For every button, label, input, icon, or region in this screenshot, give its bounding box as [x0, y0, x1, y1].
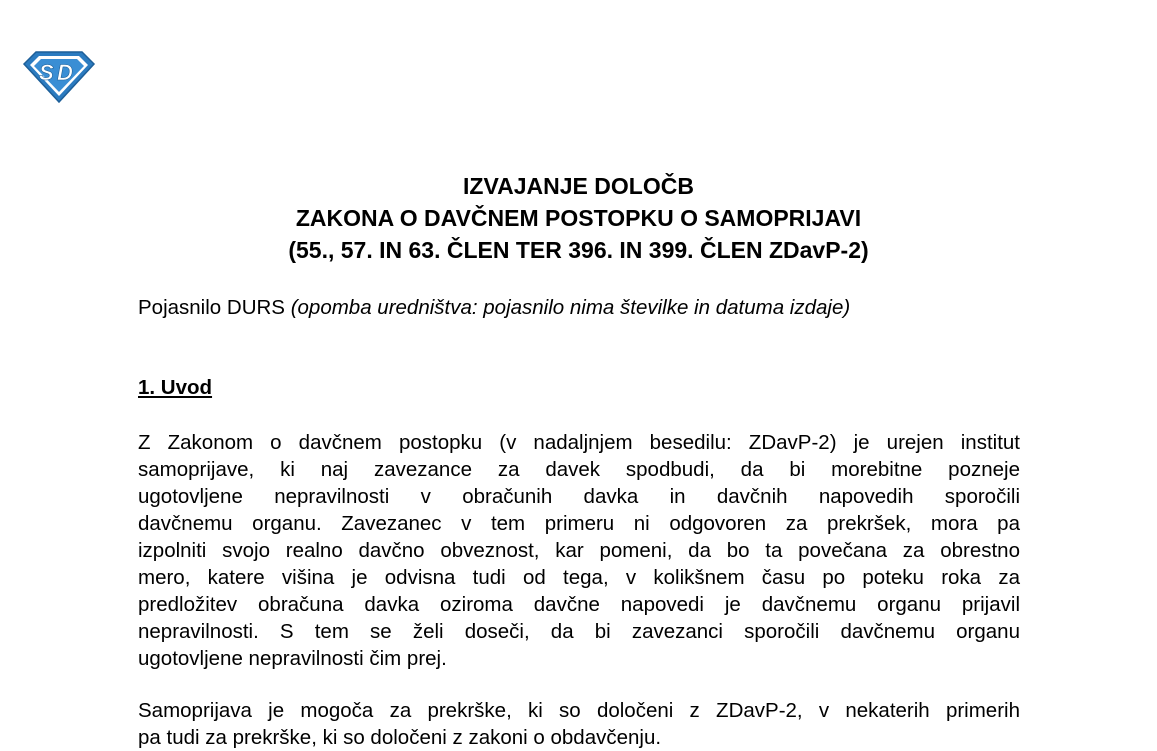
paragraph-line: Z Zakonom o davčnem postopku (v nadaljnjem besedilu: ZDavP-2) je urejen institut [138, 431, 1020, 454]
svg-text:S: S [39, 60, 54, 85]
paragraph-line: davčnemu organu. Zavezanec v tem primeru ni odgovoren za prekršek, mora pa [138, 512, 1020, 535]
document-source [138, 294, 850, 322]
title-line-2: ZAKONA O DAVČNEM POSTOPKU O SAMOPRIJAVI [295, 205, 862, 231]
paragraph-line: samoprijave, ki naj zavezance za davek spodbudi, da bi morebitne pozneje [138, 458, 1020, 481]
paragraph-line: izpolniti svojo realno davčno obveznost, kar pomeni, da bo ta povečana za obrestno [138, 539, 1020, 562]
paragraph-intro [138, 429, 1020, 672]
document-title [0, 170, 1157, 266]
paragraph-line: predložitev obračuna davka oziroma davčne napovedi je davčnemu organu prijavil [138, 593, 1020, 616]
source-label: Pojasnilo DURS [138, 296, 285, 319]
title-line-1: IZVAJANJE DOLOČB [463, 173, 694, 199]
title-line-3: (55., 57. IN 63. ČLEN TER 396. IN 399. ČLEN ZDavP-2) [288, 237, 869, 263]
editorial-note: (opomba uredništva: pojasnilo nima številke in datuma izdaje) [290, 296, 851, 319]
paragraph-line: ugotovljene nepravilnosti v obračunih davka in davčnih napovedih sporočili [138, 485, 1020, 508]
svg-text:D: D [57, 60, 73, 85]
paragraph-line: ugotovljene nepravilnosti čim prej. [138, 647, 447, 670]
sd-logo-icon [22, 48, 96, 104]
section-heading: 1. Uvod [138, 376, 213, 399]
paragraph-line: Samoprijava je mogoča za prekrške, ki so določeni z ZDavP-2, v nekaterih primerih [138, 699, 1020, 722]
paragraph-line: pa tudi za prekrške, ki so določeni z zakoni o obdavčenju. [138, 726, 662, 749]
paragraph-line: mero, katere višina je odvisna tudi od tega, v kolikšnem času po poteku roka za [138, 566, 1020, 589]
paragraph-line: nepravilnosti. S tem se želi doseči, da bi zavezanci sporočili davčnemu organu [138, 620, 1020, 643]
